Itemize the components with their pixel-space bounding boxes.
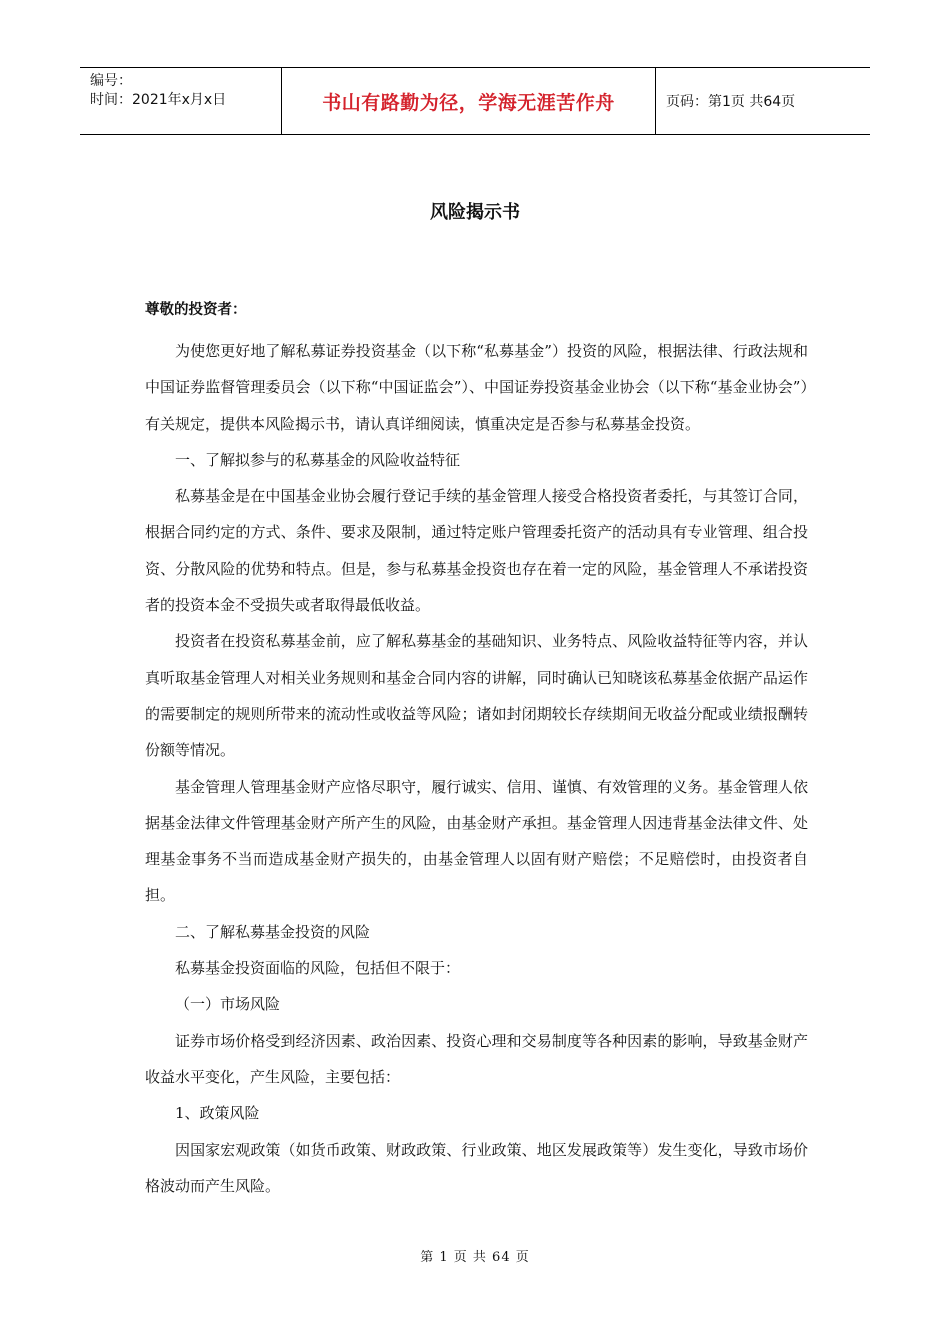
header-page-info: 页码：第1页 共64页: [666, 94, 796, 110]
header-meta-cell: [80, 68, 282, 134]
paragraph: 私募基金是在中国基金业协会履行登记手续的基金管理人接受合格投资者委托，与其签订合同，根据合同约定的方式、条件、要求及限制，通过特定账户管理委托资产的活动具有专业管理、组合投资、分散风险的优势和特点。但是，参与私募基金投资也存在着一定的风险，基金管理人不承诺投资者的投资本金不受损失或者取得最低收益。: [145, 487, 808, 615]
header-motto: 书山有路勤为径，学海无涯苦作舟: [282, 68, 656, 134]
document-time-label: 时间：2021年x月x日: [90, 92, 227, 108]
document-title: 风险揭示书: [430, 202, 520, 223]
subsection-heading: 1、政策风险: [175, 1104, 260, 1123]
document-body: [145, 333, 808, 1204]
paragraph: 私募基金投资面临的风险，包括但不限于：: [175, 959, 461, 978]
paragraph: 证券市场价格受到经济因素、政治因素、投资心理和交易制度等各种因素的影响，导致基金财产收益水平变化，产生风险，主要包括：: [145, 1031, 808, 1086]
subsection-heading: （一）市场风险: [175, 995, 281, 1014]
paragraph: 为使您更好地了解私募证券投资基金（以下称“私募基金”）投资的风险，根据法律、行政法规和中国证券监督管理委员会（以下称“中国证监会”）、中国证券投资基金业协会（以下称“基金业协会”）有关规定，提供本风险揭示书，请认真详细阅读，慎重决定是否参与私募基金投资。: [145, 342, 808, 433]
paragraph: 因国家宏观政策（如货币政策、财政政策、行业政策、地区发展政策等）发生变化，导致市场价格波动而产生风险。: [145, 1140, 808, 1195]
salutation: 尊敬的投资者：: [145, 302, 247, 318]
document-number-label: 编号：: [90, 73, 132, 89]
header-table: [80, 67, 870, 135]
paragraph: 投资者在投资私募基金前，应了解私募基金的基础知识、业务特点、风险收益特征等内容，并认真听取基金管理人对相关业务规则和基金合同内容的讲解，同时确认已知晓该私募基金依据产品运作的需要制定的规则所带来的流动性或收益等风险；诸如封闭期较长存续期间无收益分配或业绩报酬转份额等情况。: [145, 632, 808, 760]
section-heading: 一、了解拟参与的私募基金的风险收益特征: [175, 450, 461, 469]
paragraph: 基金管理人管理基金财产应恪尽职守，履行诚实、信用、谨慎、有效管理的义务。基金管理人依据基金法律文件管理基金财产所产生的风险，由基金财产承担。基金管理人因违背基金法律文件、处理基金事务不当而造成基金财产损失的，由基金管理人以固有财产赔偿；不足赔偿时，由投资者自担。: [145, 777, 808, 905]
page-footer: 第 1 页 共 64 页: [420, 1250, 530, 1265]
section-heading: 二、了解私募基金投资的风险: [175, 922, 371, 941]
